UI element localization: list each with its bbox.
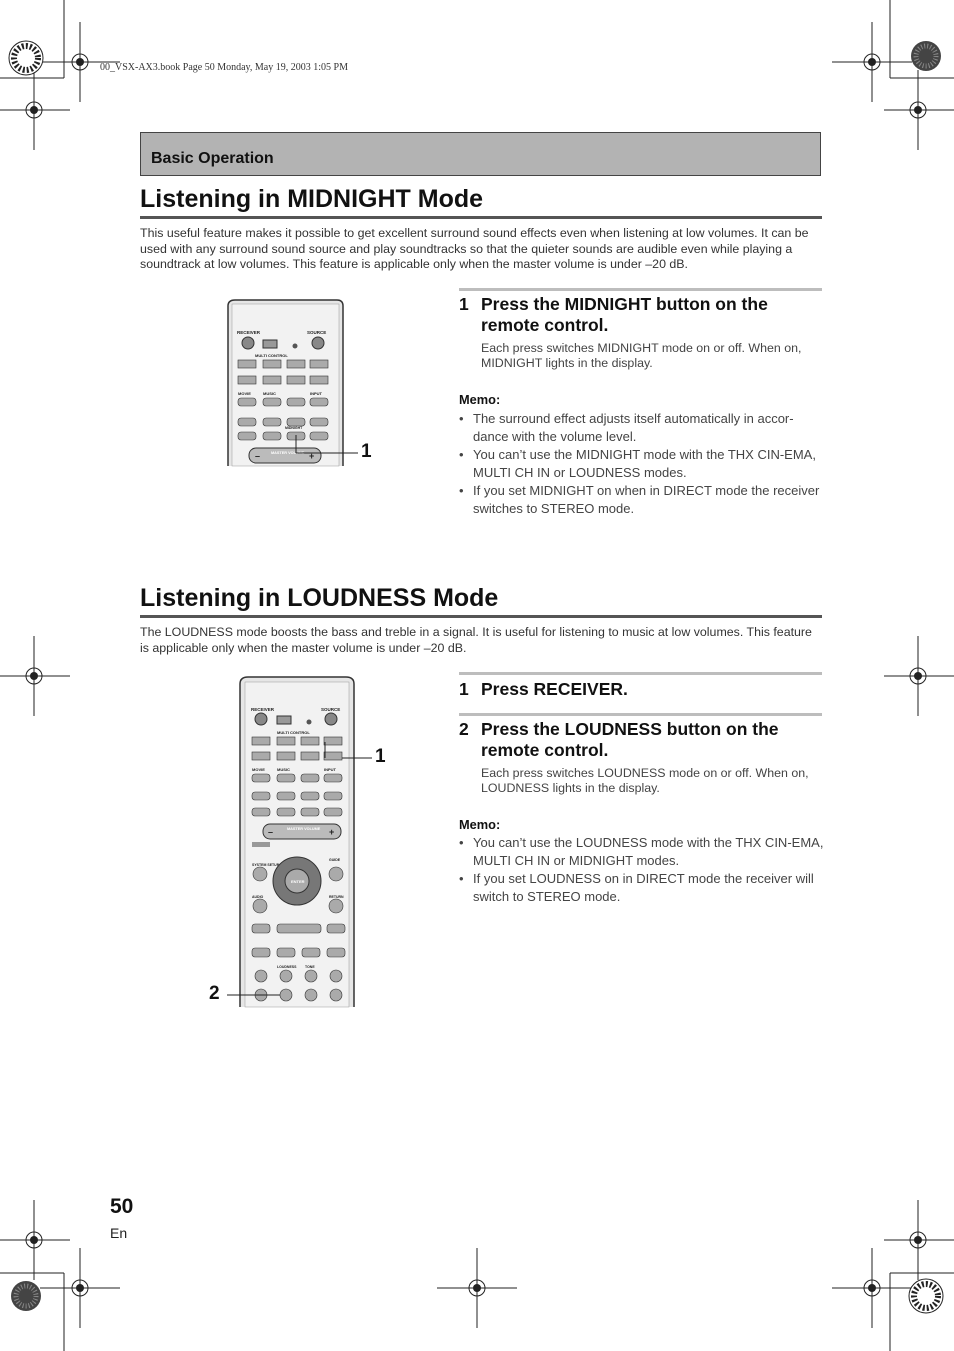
- loudness-step-2: [459, 719, 824, 763]
- step-rule: [459, 672, 822, 675]
- page-language: En: [110, 1225, 128, 1241]
- svg-text:–: –: [268, 827, 274, 837]
- remote-return-label: RETURN: [329, 895, 344, 899]
- memo-item: • The surround effect adjusts itself automatically in accor-dance with the volume level.: [459, 410, 827, 445]
- memo-item: • If you set MIDNIGHT on when in DIRECT mode the receiver switches to STEREO mode.: [459, 482, 827, 517]
- remote-audio-label: AUDIO: [252, 895, 264, 899]
- remote-source-label: SOURCE: [307, 330, 327, 335]
- midnight-memo-list: [459, 410, 827, 518]
- loudness-memo-label: Memo:: [459, 817, 501, 832]
- remote-illustration-midnight: [225, 298, 380, 468]
- remote-guide-label: GUIDE: [329, 858, 341, 862]
- page-number: 50: [110, 1195, 134, 1218]
- loudness-memo-list: [459, 834, 827, 906]
- remote-source-label: SOURCE: [321, 707, 341, 712]
- remote-movie-label: MOVIE: [238, 391, 251, 396]
- callout-loudness-1: 1: [375, 746, 386, 767]
- step-text: Press RECEIVER.: [481, 679, 628, 699]
- remote-input-label: INPUT: [310, 391, 322, 396]
- step-rule: [459, 288, 822, 291]
- step-text: Press the LOUDNESS button on the remote control.: [481, 719, 779, 760]
- midnight-memo-label: Memo:: [459, 392, 501, 407]
- remote-multi-control-label: MULTI CONTROL: [255, 353, 288, 358]
- remote-multi-control-label: MULTI CONTROL: [277, 730, 310, 735]
- callout-midnight-1: 1: [361, 441, 372, 462]
- svg-text:+: +: [329, 827, 335, 837]
- loudness-step-1: [459, 679, 824, 701]
- loudness-heading: Listening in LOUDNESS Mode: [140, 584, 822, 618]
- callout-loudness-2: 2: [209, 983, 220, 1004]
- remote-loudness-label: LOUDNESS: [277, 965, 297, 969]
- remote-input-label: INPUT: [324, 767, 336, 772]
- section-header-bar: [140, 132, 821, 176]
- svg-text:+: +: [309, 451, 315, 461]
- remote-master-volume-label: MASTER VOLUME: [287, 827, 321, 831]
- remote-master-volume-label: MASTER VOLUME: [271, 451, 305, 455]
- loudness-intro: The LOUDNESS mode boosts the bass and treble in a signal. It is useful for listening to music at low volumes. This feature is applicable only when the master volume is under –20 dB.: [140, 625, 812, 655]
- midnight-heading: Listening in MIDNIGHT Mode: [140, 185, 822, 219]
- remote-receiver-label: RECEIVER: [251, 707, 275, 712]
- remote-receiver-label: RECEIVER: [237, 330, 261, 335]
- remote-midnight-label: MIDNIGHT: [285, 426, 303, 430]
- step-rule: [459, 713, 822, 716]
- remote-tone-label: TONE: [305, 965, 315, 969]
- midnight-step-1-desc: Each press switches MIDNIGHT mode on or off. When on, MIDNIGHT lights in the display.: [481, 341, 802, 370]
- step-text: Press the MIDNIGHT button on the remote control.: [481, 294, 768, 335]
- midnight-intro: This useful feature makes it possible to get excellent surround sound effects even when listening at low volumes. It can be used with any surround sound source and play soundtracks so that the quieter sounds are audible even while playing a soundtrack at low volumes. This feature is applicable only when the master volume is under –20 dB.: [140, 226, 809, 272]
- step-number: 2: [459, 719, 469, 739]
- remote-music-label: MUSIC: [263, 391, 276, 396]
- midnight-step-1: [459, 294, 824, 338]
- remote-system-setup-label: SYSTEM SETUP: [252, 863, 280, 867]
- section-label: Basic Operation: [151, 150, 274, 167]
- remote-enter-label: ENTER: [291, 879, 305, 884]
- print-header: 00_VSX-AX3.book Page 50 Monday, May 19, 2003 1:05 PM: [100, 62, 348, 73]
- remote-music-label: MUSIC: [277, 767, 290, 772]
- remote-illustration-loudness: [205, 674, 405, 1008]
- memo-item: • You can’t use the MIDNIGHT mode with the THX CIN-EMA, MULTI CH IN or LOUDNESS modes.: [459, 446, 827, 481]
- remote-movie-label: MOVIE: [252, 767, 265, 772]
- step-number: 1: [459, 679, 469, 699]
- memo-item: • You can’t use the LOUDNESS mode with the THX CIN-EMA, MULTI CH IN or MIDNIGHT modes.: [459, 834, 827, 869]
- loudness-step-2-desc: Each press switches LOUDNESS mode on or off. When on, LOUDNESS lights in the display.: [481, 766, 809, 795]
- step-number: 1: [459, 294, 469, 314]
- memo-item: • If you set LOUDNESS on in DIRECT mode the receiver will switch to STEREO mode.: [459, 870, 827, 905]
- svg-text:–: –: [255, 451, 261, 461]
